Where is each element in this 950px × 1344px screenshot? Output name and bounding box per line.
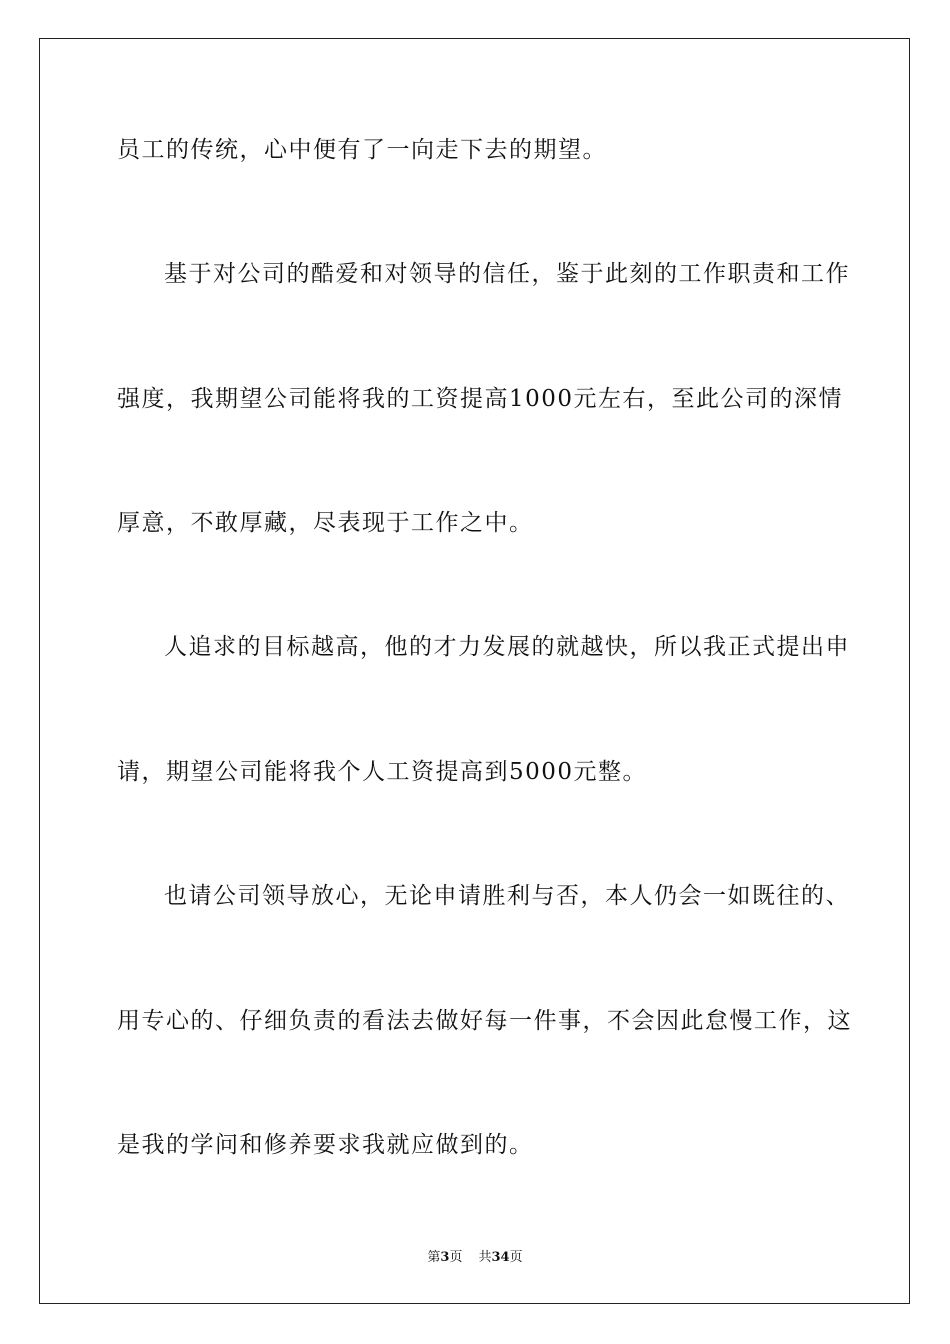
page-border bbox=[39, 38, 910, 1304]
paragraph-line: 人追求的目标越高，他的才力发展的就越快，所以我正式提出申 bbox=[164, 634, 850, 660]
total-prefix: 共 bbox=[478, 1250, 492, 1265]
page-footer bbox=[0, 1249, 950, 1267]
paragraph-line: 强度，我期望公司能将我的工资提高1000元左右，至此公司的深情 bbox=[117, 386, 844, 412]
total-pages: 34 bbox=[491, 1250, 510, 1265]
paragraph-line: 用专心的、仔细负责的看法去做好每一件事，不会因此怠慢工作，这 bbox=[117, 1008, 852, 1034]
page-suffix: 页 bbox=[449, 1250, 463, 1265]
page-prefix: 第 bbox=[427, 1250, 441, 1265]
paragraph-line: 厚意，不敢厚藏，尽表现于工作之中。 bbox=[117, 510, 534, 536]
paragraph-line: 请，期望公司能将我个人工资提高到5000元整。 bbox=[117, 759, 648, 785]
page-number: 3 bbox=[440, 1250, 450, 1265]
total-suffix: 页 bbox=[509, 1250, 523, 1265]
paragraph-line: 基于对公司的酷爱和对领导的信任，鉴于此刻的工作职责和工作 bbox=[164, 261, 850, 287]
paragraph-line: 是我的学问和修养要求我就应做到的。 bbox=[117, 1132, 534, 1158]
paragraph-line: 也请公司领导放心，无论申请胜利与否，本人仍会一如既往的、 bbox=[164, 883, 850, 909]
paragraph-line: 员工的传统，心中便有了一向走下去的期望。 bbox=[117, 137, 607, 163]
